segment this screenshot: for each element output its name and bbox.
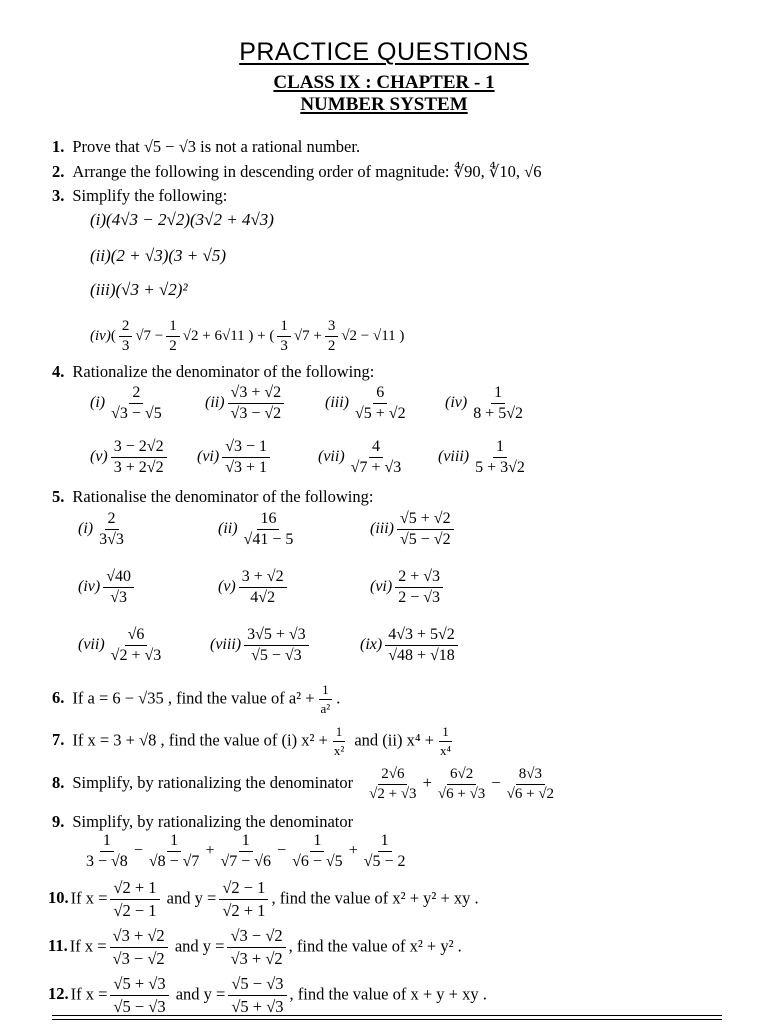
- denominator: √7 − √6: [220, 853, 272, 870]
- numerator: 6√2: [447, 766, 476, 785]
- q3-part-ii: (ii)(2 + √3)(3 + √5): [90, 246, 227, 265]
- numerator: 1: [310, 832, 324, 852]
- q9-expression: [80, 832, 412, 871]
- part-label: (iv): [78, 578, 101, 596]
- numerator: 2: [105, 510, 119, 530]
- denominator: √6 − √5: [292, 853, 343, 870]
- denominator: 2 − √3: [398, 589, 441, 606]
- page-title: PRACTICE QUESTIONS: [239, 38, 529, 66]
- chapter-heading: NUMBER SYSTEM: [300, 94, 468, 115]
- numerator: 1: [100, 832, 114, 852]
- part-label: (iv): [445, 394, 468, 412]
- part-label: (viii): [438, 448, 470, 466]
- numerator: 4: [369, 438, 383, 458]
- operator: −: [491, 772, 501, 792]
- fraction: [358, 832, 412, 870]
- denominator: √2 + √3: [110, 647, 162, 664]
- numerator: 8√3: [516, 766, 545, 785]
- part-label: (iii): [325, 394, 349, 412]
- denominator: √3 − √2: [230, 405, 282, 422]
- denominator: 3 + 2√2: [113, 459, 164, 476]
- fraction: [363, 766, 422, 802]
- denominator: √6 + √2: [506, 786, 555, 802]
- question-9: 9. Simplify, by rationalizing the denominator: [52, 812, 354, 831]
- part-label: (v): [218, 578, 236, 596]
- q4-part: [438, 438, 531, 477]
- denominator: √5 − √2: [400, 531, 451, 548]
- fraction: [143, 832, 206, 870]
- numerator: √40: [103, 568, 134, 588]
- denominator: √3 + 1: [225, 459, 268, 476]
- numerator: 16: [257, 510, 279, 530]
- numerator: √6: [125, 626, 148, 646]
- fraction: [80, 832, 134, 870]
- denominator: √5 − √3: [251, 647, 302, 664]
- numerator: 1: [491, 384, 505, 404]
- part-label: (vii): [318, 448, 345, 466]
- denominator: √7 + √3: [350, 459, 402, 476]
- numerator: 1: [239, 832, 253, 852]
- part-label: (vii): [78, 636, 105, 654]
- q5-part: [360, 626, 461, 665]
- q4-part: [445, 384, 529, 423]
- denominator: √5 − 2: [363, 853, 406, 870]
- question-12: 12. If x = $\frac{√5 + √3}{√5 - √3}$ and y = $\frac{√5 - √3}{√5 + √3}$ , find the value of x + y + xy .: [48, 974, 487, 1016]
- q5-part: [218, 568, 290, 607]
- bottom-rule-double: [52, 1019, 722, 1020]
- part-label: (v): [90, 448, 108, 466]
- operator: −: [133, 842, 143, 860]
- numerator: 6: [373, 384, 387, 404]
- numerator: √3 + √2: [228, 384, 285, 404]
- denominator: 4√2: [250, 589, 276, 606]
- q4-part: [318, 438, 407, 477]
- q5-part: [370, 510, 457, 549]
- q4-part: [197, 438, 273, 477]
- fraction: [286, 832, 349, 870]
- question-8: 8. Simplify, by rationalizing the denominator $\frac{2√6}{√2 + √3}$ + $\frac{6√2}{√6 + √3}$ − $\frac{8√3}{√6 + √2}$: [52, 766, 560, 803]
- numerator: 1: [378, 832, 392, 852]
- q5-part: [210, 626, 312, 665]
- part-label: (ii): [205, 394, 225, 412]
- denominator: √2 + √3: [369, 786, 417, 802]
- q5-part: [78, 510, 130, 549]
- q4-part: [90, 438, 170, 477]
- q3-part-i: (i)(4√3 − 2√2)(3√2 + 4√3): [90, 210, 274, 229]
- fraction: [501, 766, 560, 802]
- denominator: 8 + 5√2: [473, 405, 524, 422]
- q5-part: [78, 568, 137, 607]
- denominator: 5 + 3√2: [475, 459, 525, 476]
- question-7: 7. If x = 3 + √8 , find the value of (i) x² + $\frac{1}{\text{x²}}$ and (ii) x⁴ + $\frac{1}{\text{x⁴}}$: [52, 724, 452, 758]
- fraction: [432, 766, 491, 802]
- denominator: 3 − √8: [86, 853, 128, 870]
- class-heading: CLASS IX : CHAPTER - 1: [273, 72, 495, 93]
- part-label: (ii): [218, 520, 238, 538]
- question-3: 3. Simplify the following:: [52, 186, 228, 205]
- denominator: √3 − √5: [111, 405, 162, 422]
- q4-part: [205, 384, 287, 423]
- q5-part: [218, 510, 299, 549]
- numerator: 3√5 + √3: [244, 626, 309, 646]
- q5-part: [78, 626, 167, 665]
- part-label: (ix): [360, 636, 383, 654]
- part-label: (i): [78, 520, 94, 538]
- question-10: 10. If x = $\frac{√2 + 1}{√2 - 1}$ and y = $\frac{√2 - 1}{√2 + 1}$ , find the value of x² + y² + xy .: [48, 878, 479, 920]
- bottom-rule: [52, 1015, 722, 1016]
- numerator: 1: [167, 832, 181, 852]
- numerator: 2 + √3: [395, 568, 443, 588]
- q4-part: [325, 384, 412, 423]
- numerator: 1: [493, 438, 507, 458]
- denominator: √5 + √2: [355, 405, 406, 422]
- q4-part: [90, 384, 168, 423]
- numerator: 2: [129, 384, 143, 404]
- denominator: √48 + √18: [388, 647, 455, 664]
- question-1: 1. Prove that √5 − √3 is not a rational number.: [52, 137, 361, 156]
- operator: +: [422, 772, 432, 792]
- numerator: 4√3 + 5√2: [385, 626, 458, 646]
- denominator: √8 − √7: [148, 853, 200, 870]
- denominator: √41 − 5: [243, 531, 294, 548]
- part-label: (vi): [370, 578, 393, 596]
- numerator: 3 − 2√2: [111, 438, 167, 458]
- part-label: (viii): [210, 636, 242, 654]
- numerator: √3 − 1: [222, 438, 270, 458]
- part-label: (i): [90, 394, 106, 412]
- operator: +: [205, 842, 215, 860]
- q8-expression: [363, 766, 560, 802]
- question-5: 5. Rationalise the denominator of the following:: [52, 487, 374, 506]
- denominator: √3: [110, 589, 127, 606]
- numerator: 3 + √2: [239, 568, 287, 588]
- part-label: (iii): [370, 520, 394, 538]
- numerator: √5 + √2: [397, 510, 454, 530]
- question-11: 11. If x = $\frac{√3 + √2}{√3 - √2}$ and y = $\frac{√3 - √2}{√3 + √2}$ , find the value of x² + y² .: [48, 926, 462, 968]
- q3-part-iv: (iv)( $\frac{2}{3}$ √7 − $\frac{1}{2}$ √2 + 6√11 ) + ( $\frac{1}{3}$ √7 + $\frac{3}{2}$ √2 − √11 ): [90, 318, 405, 354]
- question-4: 4. Rationalize the denominator of the following:: [52, 362, 375, 381]
- question-6: 6. If a = 6 − √35 , find the value of a² + $\frac{1}{\text{a²}}$ .: [52, 682, 341, 716]
- part-label: (vi): [197, 448, 220, 466]
- fraction: [214, 832, 277, 870]
- denominator: √6 + √3: [437, 786, 486, 802]
- denominator: 3√3: [99, 531, 124, 548]
- q5-part: [370, 568, 446, 607]
- q3-part-iii: (iii)(√3 + √2)²: [90, 280, 188, 299]
- operator: −: [277, 842, 287, 860]
- operator: +: [348, 842, 358, 860]
- question-2: 2. Arrange the following in descending order of magnitude: ∜90, ∜10, √6: [52, 162, 542, 181]
- numerator: 2√6: [378, 766, 407, 785]
